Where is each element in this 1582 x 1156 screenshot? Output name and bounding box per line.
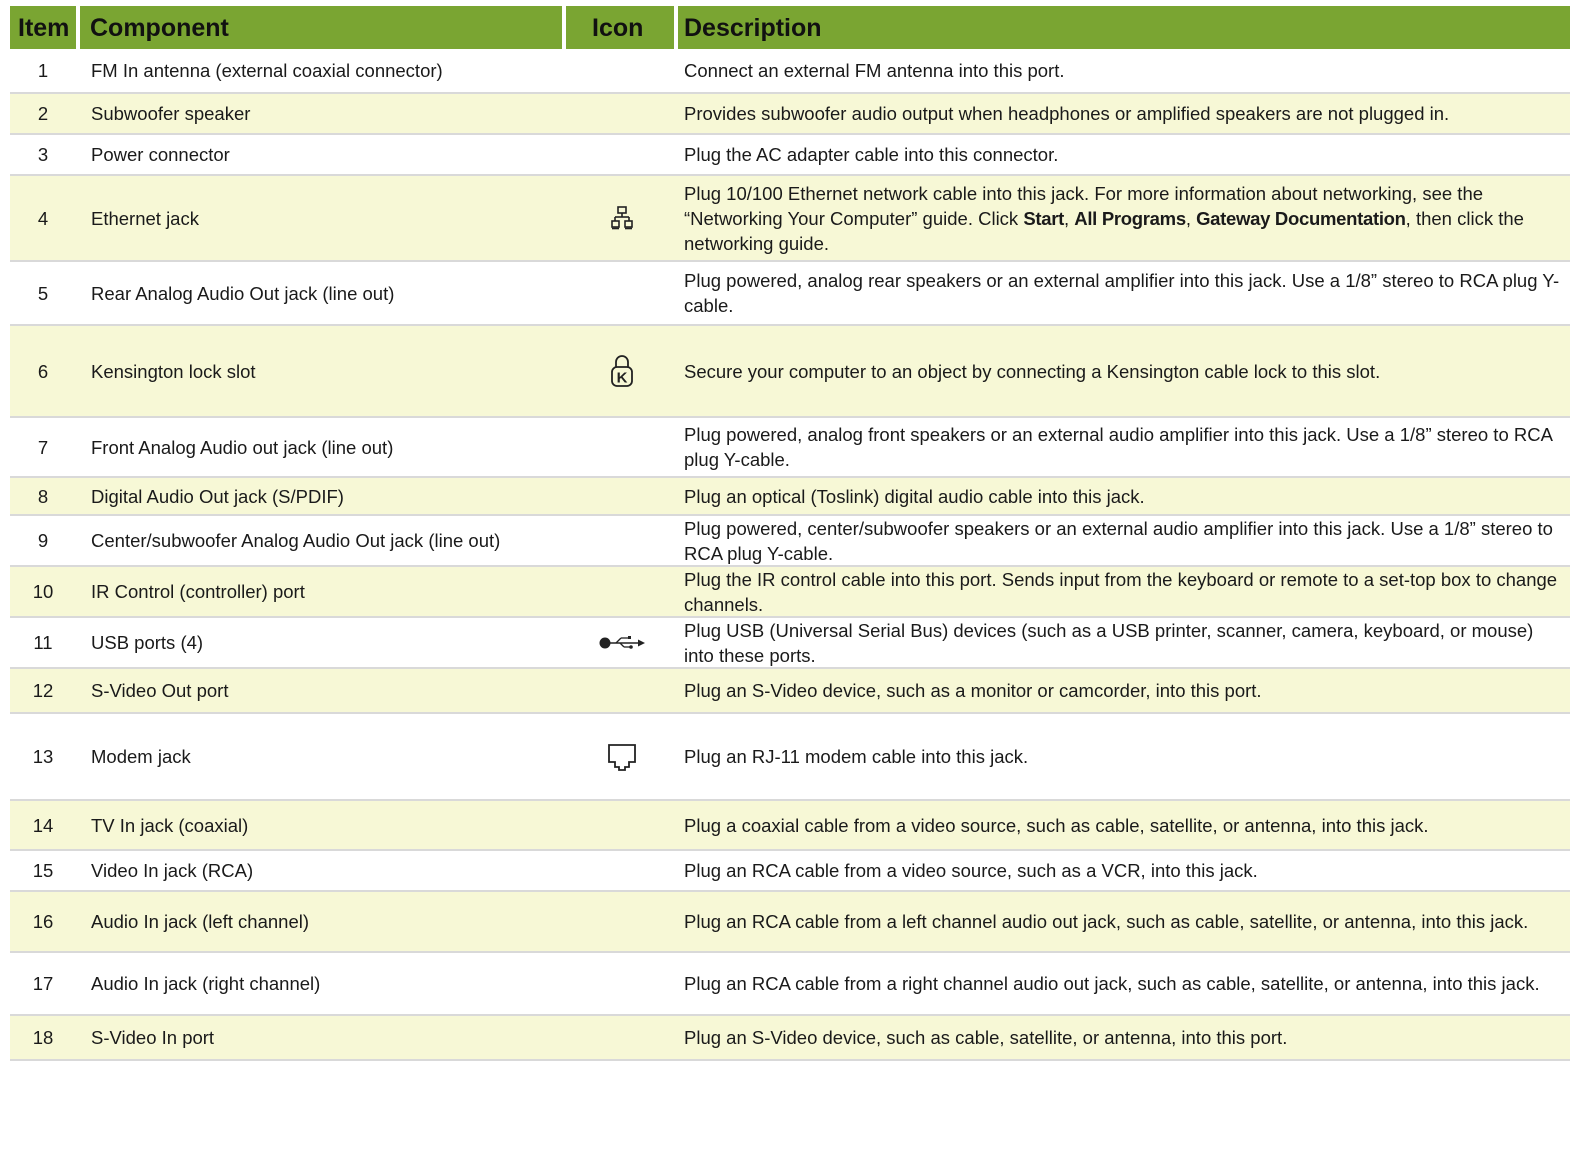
component-name: FM In antenna (external coaxial connector) (91, 60, 443, 81)
component-name: Digital Audio Out jack (S/PDIF) (91, 485, 344, 507)
header-component: Component (90, 14, 229, 42)
icon-cell (566, 618, 678, 667)
table-row (10, 801, 1570, 851)
table-row (10, 618, 1570, 669)
description-text: Plug an S-Video device, such as a monitor or camcorder, into this port. (684, 680, 1262, 701)
component-description (684, 669, 1566, 712)
menu-path-term: Start (1023, 207, 1064, 229)
description-text: Plug the AC adapter cable into this connector. (684, 144, 1059, 165)
component-description (684, 49, 1566, 92)
item-number: 7 (37, 436, 49, 458)
item-number: 15 (32, 860, 54, 881)
table-row (10, 135, 1570, 176)
header-item: Item (18, 14, 70, 42)
item-number: 5 (37, 282, 49, 304)
table-row (10, 478, 1570, 516)
table-row (10, 714, 1570, 801)
component-description (684, 94, 1566, 133)
ethernet-icon (611, 206, 633, 230)
table-row (10, 892, 1570, 953)
description-text: Plug powered, analog front speakers or an external audio amplifier into this jack. Use a 1/8” stereo to RCA plug Y-cable. (684, 424, 1552, 470)
item-number: 6 (37, 360, 49, 382)
component-name: Rear Analog Audio Out jack (line out) (91, 282, 395, 304)
icon-cell (566, 892, 678, 951)
item-number: 10 (32, 581, 54, 602)
description-text: Plug an RCA cable from a right channel audio out jack, such as cable, satellite, or antenna, into this jack. (684, 973, 1540, 994)
icon-cell (566, 516, 678, 565)
component-description (684, 478, 1566, 514)
icon-cell (566, 953, 678, 1014)
icon-cell (566, 135, 678, 174)
component-description (684, 418, 1566, 476)
table-row (10, 953, 1570, 1016)
item-number: 2 (37, 103, 49, 124)
description-text: Plug an RCA cable from a left channel audio out jack, such as cable, satellite, or antenna, into this jack. (684, 911, 1529, 932)
component-description (684, 618, 1566, 667)
table-row (10, 262, 1570, 326)
component-description (684, 1016, 1566, 1059)
component-name: S-Video Out port (91, 680, 229, 701)
table-row (10, 326, 1570, 418)
table-row (10, 1016, 1570, 1061)
header-icon: Icon (592, 14, 644, 42)
component-description (684, 567, 1566, 616)
svg-text:K: K (616, 369, 628, 387)
component-name: Audio In jack (right channel) (91, 973, 321, 994)
description-text: Plug the IR control cable into this port. Sends input from the keyboard or remote to a set-top box to change channels. (684, 568, 1558, 615)
description-text: Plug an RJ-11 modem cable into this jack. (684, 746, 1029, 767)
item-number: 8 (37, 485, 49, 507)
table-body (10, 49, 1570, 1061)
item-number: 3 (37, 144, 49, 165)
description-text: Secure your computer to an object by connecting a Kensington cable lock to this slot. (684, 360, 1381, 382)
icon-cell (566, 262, 678, 324)
modem-icon (607, 743, 637, 771)
item-number: 12 (32, 680, 54, 701)
description-text: Plug a coaxial cable from a video source, such as cable, satellite, or antenna, into this jack. (684, 814, 1429, 836)
item-number: 11 (33, 632, 53, 653)
component-name: Center/subwoofer Analog Audio Out jack (line out) (91, 530, 501, 551)
component-description (684, 714, 1566, 799)
description-text: , (1063, 207, 1075, 229)
icon-cell (566, 1016, 678, 1059)
menu-path-term: All Programs (1074, 207, 1186, 229)
component-description (684, 176, 1566, 260)
table-row (10, 851, 1570, 892)
table-row (10, 94, 1570, 135)
description-text: Plug USB (Universal Serial Bus) devices (such as a USB printer, scanner, camera, keyboard, or mouse) into these ports. (684, 619, 1534, 666)
item-number: 1 (37, 60, 49, 81)
component-name: Front Analog Audio out jack (line out) (91, 436, 394, 458)
table-row (10, 567, 1570, 618)
component-name: S-Video In port (91, 1027, 215, 1048)
description-text: Plug an S-Video device, such as cable, satellite, or antenna, into this port. (684, 1027, 1288, 1048)
description-text: Plug powered, center/subwoofer speakers or an external audio amplifier into this jack. Use a 1/8” stereo to RCA plug Y-cable. (684, 517, 1553, 564)
component-name: Subwoofer speaker (91, 103, 251, 124)
description-text: , then click the networking guide. (684, 207, 1524, 254)
icon-cell (566, 418, 678, 476)
icon-cell (566, 669, 678, 712)
table-header (10, 6, 1570, 49)
component-name: Kensington lock slot (91, 360, 256, 382)
table-row (10, 418, 1570, 478)
icon-cell (566, 49, 678, 92)
component-name: TV In jack (coaxial) (91, 814, 249, 836)
icon-cell (566, 851, 678, 890)
menu-path-term: Gateway Documentation (1196, 207, 1406, 229)
icon-cell (566, 714, 678, 799)
component-name: Power connector (91, 144, 230, 165)
components-table (10, 6, 1570, 1061)
description-text: Connect an external FM antenna into this port. (684, 60, 1065, 81)
component-description (684, 801, 1566, 849)
usb-icon (599, 635, 645, 651)
component-name: Ethernet jack (91, 207, 199, 229)
icon-cell (566, 801, 678, 849)
component-name: Audio In jack (left channel) (91, 911, 310, 932)
description-text: Plug 10/100 Ethernet network cable into this jack. For more information about networking, see the “Networking Your Computer” guide. Click (684, 182, 1484, 229)
description-text: Plug powered, analog rear speakers or an external amplifier into this jack. Use a 1/8” stereo to RCA plug Y-cable. (684, 270, 1560, 316)
icon-cell (566, 94, 678, 133)
component-name: USB ports (4) (91, 632, 204, 653)
icon-cell (566, 176, 678, 260)
icon-cell (566, 478, 678, 514)
table-row (10, 176, 1570, 262)
item-number: 13 (32, 746, 54, 767)
description-text: , (1185, 207, 1197, 229)
description-text: Plug an optical (Toslink) digital audio cable into this jack. (684, 485, 1145, 507)
component-description (684, 851, 1566, 890)
item-number: 16 (32, 911, 54, 932)
component-description (684, 135, 1566, 174)
table-row (10, 516, 1570, 567)
component-name: Modem jack (91, 746, 191, 767)
component-description (684, 262, 1566, 324)
component-name: Video In jack (RCA) (91, 860, 254, 881)
icon-cell (566, 567, 678, 616)
description-text: Plug an RCA cable from a video source, such as a VCR, into this jack. (684, 860, 1258, 881)
kensington-lock-icon (610, 354, 634, 388)
description-text: Provides subwoofer audio output when headphones or amplified speakers are not plugged in. (684, 103, 1450, 124)
item-number: 18 (32, 1027, 54, 1048)
component-description (684, 892, 1566, 951)
item-number: 14 (32, 814, 54, 836)
component-description (684, 516, 1566, 565)
component-description (684, 326, 1566, 416)
table-row (10, 49, 1570, 94)
item-number: 9 (37, 530, 49, 551)
header-description: Description (684, 14, 822, 42)
item-number: 4 (37, 207, 49, 229)
component-description (684, 953, 1566, 1014)
table-row (10, 669, 1570, 714)
icon-cell (566, 326, 678, 416)
component-name: IR Control (controller) port (91, 581, 305, 602)
item-number: 17 (32, 973, 54, 994)
